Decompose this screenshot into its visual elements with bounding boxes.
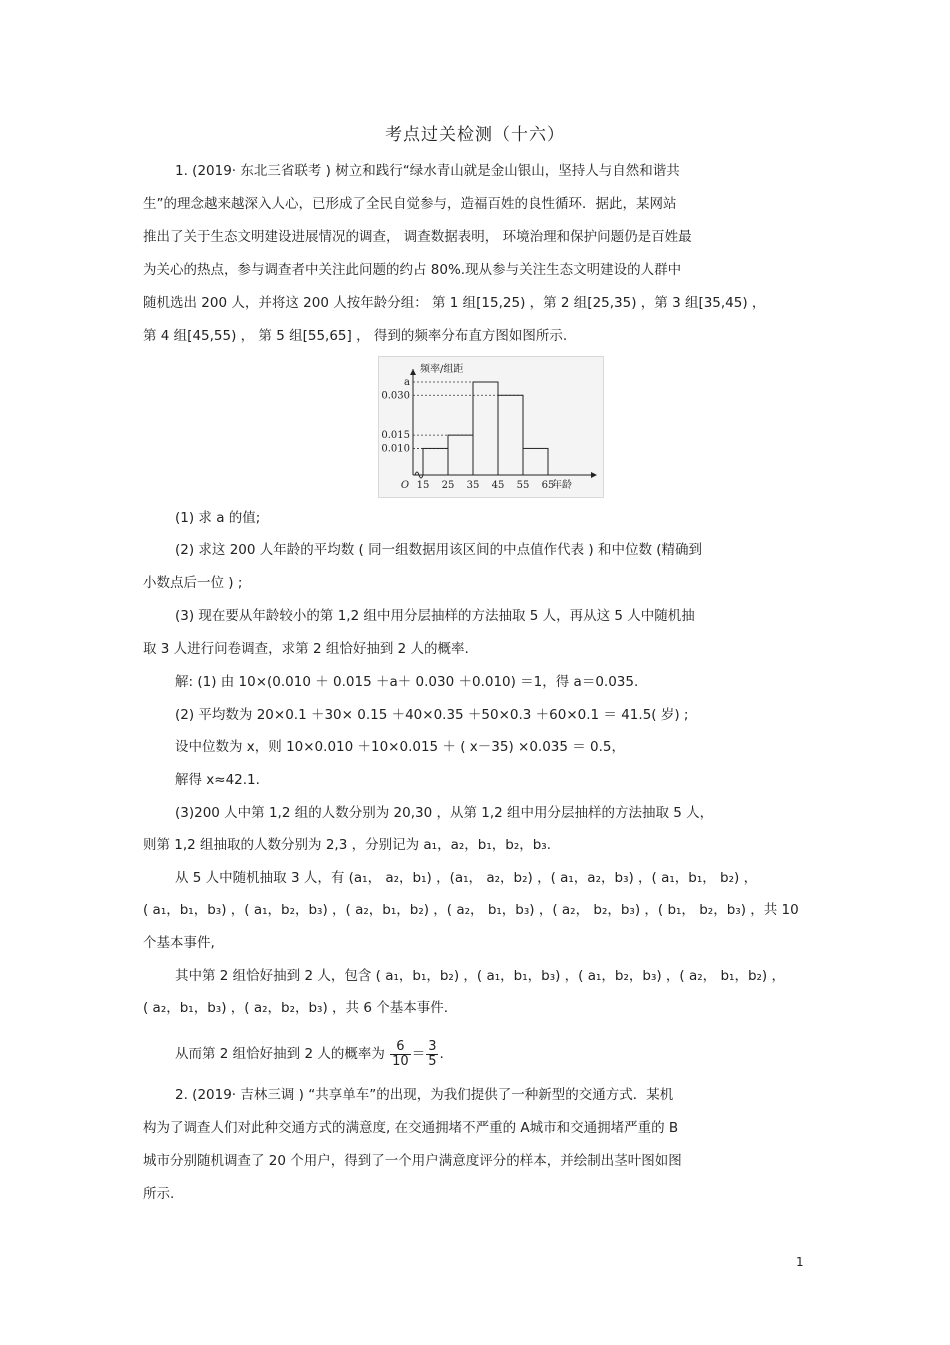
y-axis-arrow — [410, 369, 416, 375]
x-tick-label: 65 — [541, 480, 555, 491]
origin-label: O — [400, 480, 410, 491]
fraction-denominator: 5 — [428, 1053, 437, 1069]
period: . — [439, 1046, 444, 1062]
histogram-bar — [473, 382, 498, 475]
x-axis-label: 年龄 — [552, 480, 572, 491]
fraction-6-10 — [390, 1040, 411, 1069]
fraction-denominator: 10 — [392, 1053, 409, 1069]
histogram-bar — [423, 448, 448, 475]
probability-text: 从而第 2 组恰好抽到 2 人的概率为 — [175, 1046, 385, 1062]
p1-line-2: 生”的理念越来越深入人心，已形成了全民自觉参与，造福百姓的良性循环．据此，某网站 — [143, 196, 677, 212]
page-number: 1 — [796, 1255, 804, 1269]
y-tick-label: 0.015 — [381, 430, 410, 442]
sol-1: 解: (1) 由 10×(0.010 ＋ 0.015 ＋a＋ 0.030 ＋0.010) ＝1，得 a＝0.035. — [175, 674, 639, 690]
sol-4: 解得 x≈42.1. — [175, 772, 260, 788]
sol-10: 其中第 2 组恰好抽到 2 人，包含 ( a₁，b₁，b₂) ，( a₁，b₁，b₃) ，( a₁，b₂，b₃) ，( a₂， b₁，b₂) ， — [175, 968, 785, 984]
x-axis-arrow — [591, 472, 597, 478]
sol-5: (3)200 人中第 1,2 组的人数分别为 20,30 ，从第 1,2 组中用分层抽样的方法抽取 5 人， — [175, 805, 714, 821]
p2-line-1: 2. (2019· 吉林三调 ) “共享单车”的出现，为我们提供了一种新型的交通方式．某机 — [175, 1087, 674, 1103]
q1: (1) 求 a 的值; — [175, 510, 261, 526]
q3-line-1: (3) 现在要从年龄较小的第 1,2 组中用分层抽样的方法抽取 5 人，再从这 5 人中随机抽 — [175, 608, 695, 624]
x-tick-label: 45 — [491, 480, 505, 491]
histogram-figure — [378, 356, 604, 498]
q3-line-2: 取 3 人进行问卷调查，求第 2 组恰好抽到 2 人的概率. — [143, 641, 469, 657]
y-axis-label: 频率/组距 — [420, 364, 464, 375]
sol-6: 则第 1,2 组抽取的人数分别为 2,3 ，分别记为 a₁，a₂，b₁，b₂，b₃. — [143, 837, 551, 853]
p1-line-3: 推出了关于生态文明建设进展情况的调查， 调查数据表明， 环境治理和保护问题仍是百姓最 — [143, 229, 692, 245]
histogram-bar — [523, 448, 548, 475]
x-tick-label: 15 — [416, 480, 430, 491]
sol-2: (2) 平均数为 20×0.1 ＋30× 0.15 ＋40×0.35 ＋50×0.3 ＋60×0.1 ＝ 41.5( 岁) ; — [175, 707, 689, 723]
histogram-bar — [448, 435, 473, 475]
histogram-chart — [379, 357, 603, 497]
fraction-numerator: 6 — [390, 1040, 411, 1055]
p1-line-1: 1. (2019· 东北三省联考 ) 树立和践行“绿水青山就是金山银山，坚持人与自然和谐共 — [175, 163, 680, 179]
y-tick-label: 0.010 — [381, 443, 410, 455]
sol-12 — [175, 1036, 855, 1072]
equals-sign: ＝ — [411, 1046, 426, 1062]
sol-7: 从 5 人中随机抽取 3 人，有 (a₁， a₂，b₁) ，(a₁， a₂，b₂) ，( a₁，a₂，b₃) ，( a₁，b₁， b₂) ， — [175, 870, 758, 886]
p2-line-2: 构为了调查人们对此种交通方式的满意度, 在交通拥堵不严重的 A城市和交通拥堵严重的 B — [143, 1120, 679, 1136]
fraction-3-5 — [426, 1040, 438, 1069]
fraction-numerator: 3 — [428, 1038, 437, 1054]
page-title: 考点过关检测（十六） — [385, 125, 565, 145]
histogram-bar — [498, 395, 523, 475]
x-tick-label: 25 — [441, 480, 455, 491]
sol-3: 设中位数为 x，则 10×0.010 ＋10×0.015 ＋ ( x－35) ×0.035 ＝ 0.5， — [175, 739, 626, 755]
q2-line-1: (2) 求这 200 人年龄的平均数 ( 同一组数据用该区间的中点值作代表 ) 和中位数 (精确到 — [175, 542, 703, 558]
q2-line-2: 小数点后一位 ) ; — [143, 575, 243, 591]
sol-8: ( a₁，b₁，b₃) ，( a₁，b₂，b₃) ，( a₂，b₁，b₂) ，( a₂， b₁，b₃) ，( a₂， b₂，b₃) ，( b₁， b₂，b₃) ，共 10 — [143, 902, 799, 918]
sol-9: 个基本事件, — [143, 935, 215, 951]
sol-11: ( a₂，b₁，b₃) ，( a₂，b₂，b₃) ，共 6 个基本事件. — [143, 1000, 448, 1016]
y-tick-label: a — [404, 377, 410, 388]
p1-line-4: 为关心的热点，参与调查者中关注此问题的约占 80%.现从参与关注生态文明建设的人群中 — [143, 262, 682, 278]
p2-line-4: 所示. — [143, 1186, 175, 1202]
y-tick-label: 0.030 — [381, 390, 410, 402]
x-tick-label: 35 — [466, 480, 480, 491]
p1-line-6: 第 4 组[45,55) ， 第 5 组[55,65] ， 得到的频率分布直方图如图所示. — [143, 328, 568, 344]
x-tick-label: 55 — [516, 480, 530, 491]
p1-line-5: 随机选出 200 人，并将这 200 人按年龄分组： 第 1 组[15,25) ，第 2 组[25,35) ，第 3 组[35,45) ， — [143, 295, 766, 311]
p2-line-3: 城市分别随机调查了 20 个用户，得到了一个用户满意度评分的样本，并绘制出茎叶图如图 — [143, 1153, 682, 1169]
